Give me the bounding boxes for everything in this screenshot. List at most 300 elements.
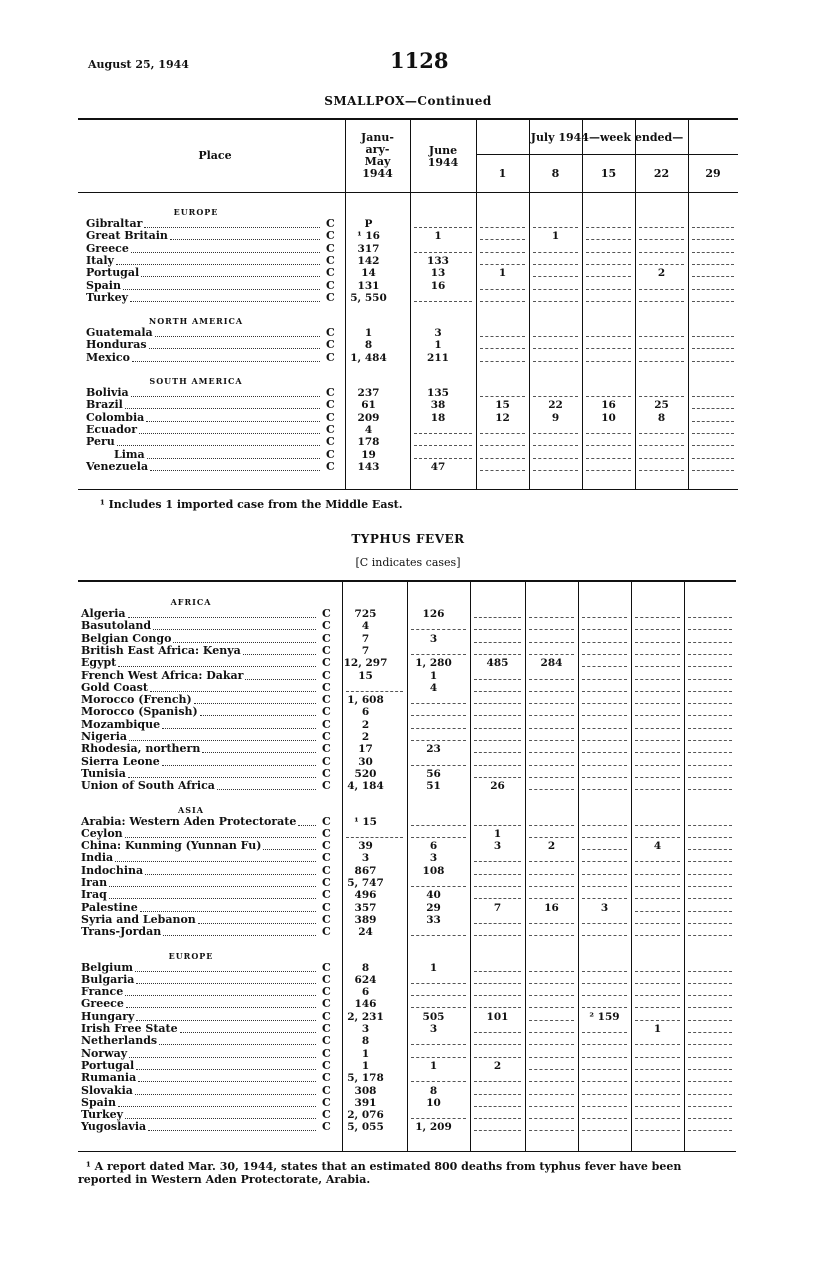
empty-cell [411, 1044, 466, 1045]
janmay-value: 496 [354, 889, 377, 902]
janmay-value: 7 [361, 632, 370, 645]
place-name: Peru [86, 435, 115, 449]
janmay-value: 1 [361, 1047, 370, 1060]
janmay-value: 725 [354, 608, 377, 620]
empty-cell [529, 1106, 574, 1107]
case-indicator: C [326, 422, 335, 436]
janmay-value: 317 [357, 242, 380, 255]
empty-cell [639, 348, 684, 349]
empty-cell [533, 470, 578, 471]
janmay-value: 24 [358, 926, 373, 939]
empty-cell [582, 1007, 627, 1008]
place-name: Indochina [81, 863, 144, 877]
june-value: 1, 280 [415, 657, 452, 670]
janmay-value: 131 [357, 279, 380, 292]
janmay-value: 14 [361, 267, 376, 280]
june-value: 23 [426, 743, 441, 756]
empty-cell [414, 458, 472, 459]
empty-cell [474, 886, 521, 887]
dot-leader [170, 239, 320, 240]
janmay-value: 143 [357, 460, 380, 473]
janmay-value: 8 [361, 1035, 370, 1048]
place-name: Trans-Jordan [81, 925, 162, 939]
region-heading: ASIA [178, 804, 204, 815]
janmay-value: 1, 608 [347, 694, 384, 707]
empty-cell [688, 1057, 732, 1058]
case-indicator: C [322, 1108, 331, 1122]
empty-cell [480, 458, 525, 459]
empty-cell [582, 654, 627, 655]
week-value: 2 [547, 840, 556, 853]
empty-cell [480, 433, 525, 434]
place-name: Sierra Leone [81, 754, 160, 768]
empty-cell [635, 642, 680, 643]
empty-cell [411, 1057, 466, 1058]
empty-cell [692, 348, 734, 349]
empty-cell [529, 679, 574, 680]
empty-cell [586, 264, 631, 265]
week-value: 26 [490, 780, 505, 793]
empty-cell [586, 276, 631, 277]
empty-cell [639, 458, 684, 459]
june-value: 1 [434, 339, 442, 352]
empty-cell [411, 837, 466, 838]
empty-cell [688, 849, 732, 850]
janmay-value: 2, 076 [347, 1109, 384, 1122]
empty-cell [639, 289, 684, 290]
case-indicator: C [322, 851, 331, 865]
empty-cell [533, 264, 578, 265]
week-value: 8 [657, 411, 666, 424]
empty-cell [639, 361, 684, 362]
janmay-value: 2 [361, 731, 370, 743]
case-indicator: C [322, 656, 331, 670]
empty-cell [688, 691, 732, 692]
place-name: Palestine [81, 900, 138, 914]
dot-leader [243, 654, 316, 655]
empty-cell [480, 348, 525, 349]
week-value: 22 [548, 399, 563, 412]
case-indicator: C [322, 742, 331, 756]
empty-cell [692, 289, 734, 290]
week-value: 1 [551, 230, 560, 243]
empty-cell [582, 983, 627, 984]
place-name: Tunisia [81, 766, 126, 780]
dot-leader [155, 336, 320, 337]
empty-cell [529, 971, 574, 972]
empty-cell [529, 715, 574, 716]
empty-cell [582, 740, 627, 741]
case-indicator: C [322, 863, 331, 877]
empty-cell [411, 703, 466, 704]
empty-cell [582, 861, 627, 862]
empty-cell [582, 703, 627, 704]
empty-cell [582, 837, 627, 838]
empty-cell [635, 911, 680, 912]
empty-cell [529, 935, 574, 936]
june-value: 108 [422, 864, 445, 877]
empty-cell [635, 1081, 680, 1082]
empty-cell [639, 433, 684, 434]
janmay-value: 6 [361, 706, 370, 719]
june-value: 16 [430, 279, 446, 292]
place-name: Bulgaria [81, 972, 135, 986]
empty-cell [635, 1020, 680, 1021]
janmay-value: P [364, 218, 373, 230]
empty-cell [474, 1130, 521, 1131]
janmay-value: ¹ 16 [357, 230, 380, 243]
empty-cell [692, 276, 734, 277]
empty-cell [635, 679, 680, 680]
empty-cell [474, 971, 521, 972]
june-value: 6 [429, 840, 438, 853]
dot-leader [141, 276, 320, 277]
empty-cell [692, 264, 734, 265]
empty-cell [688, 995, 732, 996]
empty-cell [411, 765, 466, 766]
place-name: Portugal [81, 1058, 135, 1072]
empty-cell [529, 1020, 574, 1021]
empty-cell [688, 642, 732, 643]
empty-cell [474, 642, 521, 643]
empty-cell [688, 1069, 732, 1070]
empty-cell [582, 825, 627, 826]
empty-cell [411, 715, 466, 716]
empty-cell [692, 239, 734, 240]
empty-cell [529, 629, 574, 630]
empty-cell [688, 971, 732, 972]
dot-leader [125, 995, 316, 996]
empty-cell [474, 995, 521, 996]
place-name: British East Africa: Kenya [81, 643, 241, 657]
table-bottom-rule [78, 1151, 736, 1152]
empty-cell [639, 239, 684, 240]
week-value: 16 [544, 901, 559, 914]
empty-cell [635, 789, 680, 790]
empty-cell [529, 752, 574, 753]
place-name: French West Africa: Dakar [81, 668, 244, 682]
empty-cell [480, 264, 525, 265]
empty-cell [688, 1118, 732, 1119]
dot-leader [118, 666, 316, 667]
empty-cell [533, 458, 578, 459]
dot-leader [138, 1081, 316, 1082]
empty-cell [582, 1069, 627, 1070]
place-name: Gold Coast [81, 680, 148, 694]
dot-leader [298, 825, 316, 826]
empty-cell [635, 971, 680, 972]
empty-cell [533, 301, 578, 302]
empty-cell [635, 874, 680, 875]
empty-cell [533, 289, 578, 290]
empty-cell [635, 666, 680, 667]
empty-cell [635, 886, 680, 887]
dot-leader [128, 777, 316, 778]
empty-cell [414, 433, 472, 434]
empty-cell [688, 1020, 732, 1021]
empty-cell [474, 1081, 521, 1082]
case-indicator: C [326, 386, 335, 399]
empty-cell [533, 227, 578, 228]
typhus-subtitle: [C indicates cases] [355, 556, 461, 569]
place-name: Brazil [86, 398, 123, 412]
june-value: 1 [434, 230, 442, 243]
dot-leader [146, 421, 320, 422]
case-indicator: C [322, 925, 331, 939]
empty-cell [529, 654, 574, 655]
empty-cell [635, 691, 680, 692]
dot-leader [116, 264, 320, 265]
place-name: Morocco (Spanish) [81, 705, 198, 719]
dot-leader [140, 911, 316, 912]
column-separator [631, 580, 632, 1151]
janmay-value: 39 [358, 840, 373, 853]
empty-cell [533, 445, 578, 446]
case-indicator: C [322, 1009, 331, 1023]
janmay-value: 30 [358, 755, 373, 768]
column-header-place: Place [198, 149, 232, 162]
empty-cell [529, 1032, 574, 1033]
empty-cell [586, 445, 631, 446]
smallpox-footnote: ¹ Includes 1 imported case from the Middle East. [100, 498, 403, 511]
empty-cell [480, 396, 525, 397]
dot-leader [180, 1032, 316, 1033]
empty-cell [529, 740, 574, 741]
empty-cell [692, 336, 734, 337]
empty-cell [533, 396, 578, 397]
place-name: Netherlands [81, 1034, 158, 1048]
case-indicator: C [322, 717, 331, 731]
case-indicator: C [322, 1083, 331, 1097]
empty-cell [474, 629, 521, 630]
dot-leader [136, 983, 316, 984]
empty-cell [411, 886, 466, 887]
place-name: Turkey [86, 290, 128, 304]
place-name: Mozambique [81, 717, 161, 731]
case-indicator: C [322, 680, 331, 694]
week-value: 10 [601, 411, 616, 424]
empty-cell [639, 470, 684, 471]
empty-cell [474, 703, 521, 704]
place-name: China: Kunming (Yunnan Fu) [81, 839, 262, 853]
dot-leader [162, 728, 316, 729]
dot-leader [149, 348, 320, 349]
empty-cell [474, 1007, 521, 1008]
empty-cell [582, 777, 627, 778]
case-indicator: C [322, 1058, 331, 1072]
empty-cell [474, 1106, 521, 1107]
empty-cell [474, 935, 521, 936]
region-heading: EUROPE [173, 207, 219, 217]
empty-cell [582, 1057, 627, 1058]
empty-cell [635, 861, 680, 862]
empty-cell [529, 1007, 574, 1008]
empty-cell [639, 301, 684, 302]
june-value: 135 [427, 387, 449, 399]
place-name: India [81, 851, 114, 865]
dot-leader [126, 1007, 316, 1008]
place-name: Slovakia [81, 1083, 133, 1097]
empty-cell [529, 923, 574, 924]
empty-cell [533, 433, 578, 434]
place-name: Hungary [81, 1009, 135, 1023]
empty-cell [688, 765, 732, 766]
empty-cell [635, 995, 680, 996]
place-name: Iraq [81, 888, 107, 902]
empty-cell [474, 923, 521, 924]
june-value: 3 [434, 327, 442, 340]
june-value: 133 [427, 254, 449, 267]
dot-leader [150, 470, 320, 471]
case-indicator: C [322, 1120, 331, 1134]
empty-cell [474, 752, 521, 753]
empty-cell [635, 1094, 680, 1095]
case-indicator: C [322, 839, 331, 853]
week-header: 15 [600, 167, 617, 180]
typhus-title: TYPHUS FEVER [351, 532, 465, 546]
empty-cell [635, 1044, 680, 1045]
dot-leader [159, 1044, 316, 1045]
empty-cell [639, 264, 684, 265]
empty-cell [582, 886, 627, 887]
empty-cell [586, 252, 631, 253]
june-value: 1 [429, 1059, 438, 1072]
empty-cell [635, 1069, 680, 1070]
empty-cell [688, 728, 732, 729]
empty-cell [635, 629, 680, 630]
empty-cell [688, 703, 732, 704]
empty-cell [692, 458, 734, 459]
empty-cell [582, 995, 627, 996]
janmay-value: 389 [354, 913, 377, 926]
empty-cell [529, 874, 574, 875]
column-header-june: June 1944 [427, 144, 459, 169]
empty-cell [529, 995, 574, 996]
empty-cell [582, 1130, 627, 1131]
case-indicator: C [326, 290, 335, 304]
empty-cell [688, 617, 732, 618]
place-name: Bolivia [86, 386, 129, 399]
dot-leader [147, 458, 320, 459]
week-value: 1 [653, 1023, 662, 1035]
place-name: Greece [86, 241, 129, 255]
empty-cell [582, 1118, 627, 1119]
june-value: 8 [429, 1084, 438, 1097]
june-value: 13 [430, 267, 446, 280]
june-value: 33 [426, 913, 441, 926]
janmay-value: 6 [361, 986, 370, 999]
empty-cell [635, 1130, 680, 1131]
place-name: Mexico [86, 350, 130, 364]
dot-leader [132, 361, 320, 362]
case-indicator: C [322, 985, 331, 999]
empty-cell [411, 654, 466, 655]
case-indicator: C [322, 1095, 331, 1109]
case-indicator: C [322, 631, 331, 645]
janmay-value: 5, 055 [347, 1121, 384, 1134]
empty-cell [639, 252, 684, 253]
empty-cell [414, 301, 472, 302]
place-name: Syria and Lebanon [81, 912, 196, 926]
dot-leader [129, 740, 316, 741]
empty-cell [692, 361, 734, 362]
janmay-value: 3 [361, 852, 370, 865]
empty-cell [411, 825, 466, 826]
janmay-value: 520 [354, 767, 377, 780]
empty-cell [688, 1081, 732, 1082]
week-value: 7 [493, 901, 502, 914]
case-indicator: C [322, 876, 331, 889]
empty-cell [474, 1118, 521, 1119]
empty-cell [688, 679, 732, 680]
empty-cell [529, 1081, 574, 1082]
janmay-value: 2 [361, 718, 370, 731]
dot-leader [136, 1069, 316, 1070]
empty-cell [635, 728, 680, 729]
place-name: Italy [86, 253, 114, 267]
place-name: Colombia [86, 410, 145, 424]
region-heading: EUROPE [168, 950, 214, 961]
empty-cell [474, 617, 521, 618]
place-name: France [81, 985, 124, 999]
empty-cell [635, 983, 680, 984]
week-value: 15 [495, 399, 510, 412]
empty-cell [692, 470, 734, 471]
table-header-rule [78, 192, 738, 193]
empty-cell [586, 361, 631, 362]
place-name: Belgium [81, 960, 133, 974]
empty-cell [688, 898, 732, 899]
june-value: 18 [430, 411, 446, 424]
empty-cell [692, 421, 734, 422]
table-top-rule [78, 118, 738, 120]
empty-cell [688, 752, 732, 753]
case-indicator: C [326, 241, 335, 255]
empty-cell [480, 301, 525, 302]
case-indicator: C [326, 253, 335, 267]
column-separator [684, 580, 685, 1151]
janmay-value: 5, 747 [347, 877, 384, 889]
empty-cell [533, 348, 578, 349]
empty-cell [533, 252, 578, 253]
place-name: Basutoland [81, 619, 152, 633]
empty-cell [586, 227, 631, 228]
janmay-value: 5, 178 [347, 1072, 384, 1085]
empty-cell [474, 777, 521, 778]
june-value: 211 [427, 351, 449, 364]
empty-cell [529, 898, 574, 899]
dot-leader [125, 408, 320, 409]
empty-cell [582, 898, 627, 899]
case-indicator: C [326, 459, 335, 473]
week-value: 16 [601, 399, 616, 412]
empty-cell [688, 666, 732, 667]
column-separator [578, 580, 579, 1151]
empty-cell [529, 703, 574, 704]
place-name: Spain [81, 1095, 116, 1109]
dot-leader [245, 679, 316, 680]
week-value: 9 [551, 411, 560, 424]
empty-cell [474, 691, 521, 692]
empty-cell [480, 361, 525, 362]
empty-cell [688, 911, 732, 912]
dot-leader [263, 849, 316, 850]
case-indicator: C [326, 350, 335, 364]
place-name: Venezuela [86, 459, 149, 473]
empty-cell [411, 995, 466, 996]
week-header: 1 [498, 167, 507, 180]
case-indicator: C [322, 779, 331, 793]
